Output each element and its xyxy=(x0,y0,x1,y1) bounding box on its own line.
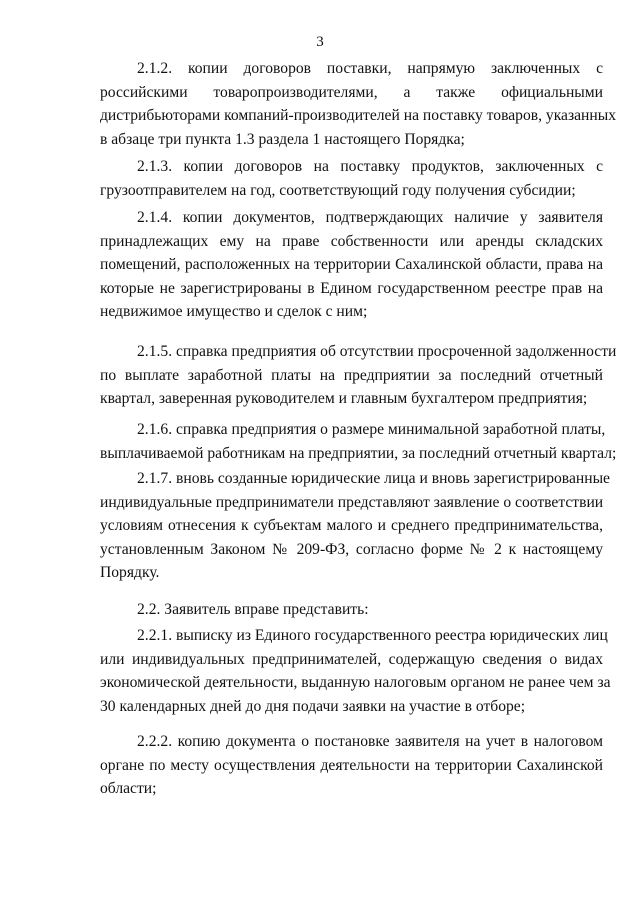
paragraph-2-1-5 xyxy=(100,340,617,411)
paragraph-2-1-7 xyxy=(100,467,610,585)
text-line: 2.2.1. выписку из Единого государственного реестра юридических лиц xyxy=(137,627,608,644)
paragraph-2-2-2 xyxy=(100,730,603,801)
paragraph-2-1-4 xyxy=(100,206,603,324)
text-line: индивидуальные предприниматели представляют заявление о соответствии xyxy=(100,493,604,511)
text-line: или индивидуальных предпринимателей, содержащую сведения о видах xyxy=(100,650,603,668)
text-line: квартал, заверенная руководителем и главным бухгалтером предприятия; xyxy=(100,390,588,408)
text-line: грузоотправителем на год, соответствующий году получения субсидии; xyxy=(100,181,576,199)
paragraph-2-2 xyxy=(100,598,603,622)
text-line: помещений, расположенных на территории Сахалинской области, права на xyxy=(100,256,603,274)
text-line: области; xyxy=(100,780,157,798)
text-line: в абзаце три пункта 1.3 раздела 1 настоящего Порядка; xyxy=(100,130,465,148)
text-line: 2.2. Заявитель вправе представить: xyxy=(137,601,369,618)
text-line: принадлежащих ему на праве собственности или аренды складских xyxy=(100,232,603,250)
page-number: 3 xyxy=(316,34,324,50)
text-line: по выплате заработной платы на предприятии за последний отчетный xyxy=(100,366,603,384)
text-line: установленным Законом № 209-ФЗ, согласно форме № 2 к настоящему xyxy=(100,540,603,558)
text-line: 30 календарных дней до дня подачи заявки на участие в отборе; xyxy=(100,697,526,715)
text-line: 2.1.7. вновь созданные юридические лица и вновь зарегистрированные xyxy=(137,470,610,487)
text-line: которые не зарегистрированы в Едином государственном реестре прав на xyxy=(100,279,603,297)
text-line: российскими товаропроизводителями, а также официальными xyxy=(100,83,603,101)
text-line: 2.1.4. копии документов, подтверждающих наличие у заявителя xyxy=(137,209,603,226)
text-line: 2.1.3. копии договоров на поставку продуктов, заключенных с xyxy=(137,158,603,175)
text-line: условиям отнесения к субъектам малого и среднего предпринимательства, xyxy=(100,517,603,535)
text-line: 2.2.2. копию документа о постановке заявителя на учет в налоговом xyxy=(137,733,603,750)
text-line: экономической деятельности, выданную налоговым органом не ранее чем за xyxy=(100,674,611,692)
text-line: органе по месту осуществления деятельности на территории Сахалинской xyxy=(100,756,603,774)
text-line: дистрибьюторами компаний-производителей на поставку товаров, указанных xyxy=(100,107,617,125)
text-line: Порядку. xyxy=(100,564,160,582)
text-line: выплачиваемой работникам на предприятии, за последний отчетный квартал; xyxy=(100,444,617,462)
paragraph-2-1-6 xyxy=(100,418,617,465)
text-line: 2.1.2. копии договоров поставки, напрямую заключенных с xyxy=(137,60,603,77)
text-line: 2.1.6. справка предприятия о размере минимальной заработной платы, xyxy=(137,421,606,438)
paragraph-2-1-3 xyxy=(100,155,603,202)
paragraph-2-2-1 xyxy=(100,624,611,718)
paragraph-2-1-2 xyxy=(100,57,617,151)
text-line: 2.1.5. справка предприятия об отсутствии просроченной задолженности xyxy=(137,343,617,360)
text-line: недвижимое имущество и сделок с ним; xyxy=(100,303,368,321)
